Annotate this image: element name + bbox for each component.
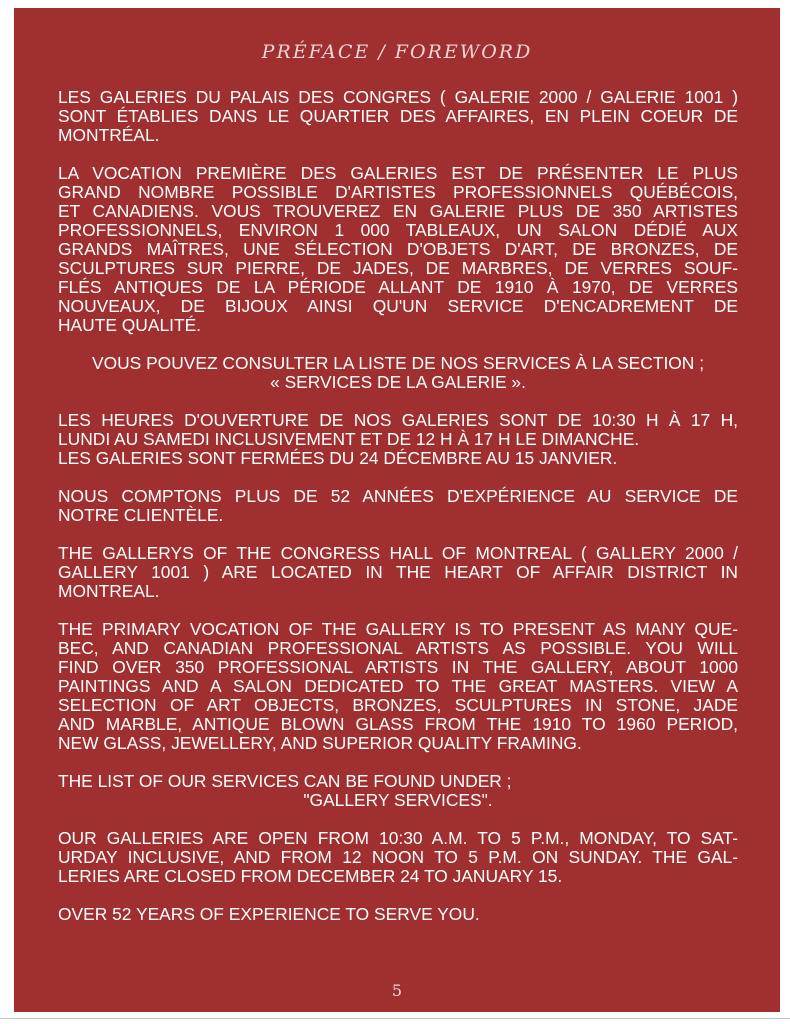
text-line: LES GALERIES SONT FERMÉES DU 24 DÉCEMBRE AU 15 JANVIER. (58, 448, 618, 468)
text-line: THE PRIMARY VOCATION OF THE GALLERY IS TO PRESENT AS MANY QUE- (58, 619, 738, 639)
text-line: PAINTINGS AND A SALON DEDICATED TO THE GREAT MASTERS. VIEW A (58, 676, 738, 696)
page-number: 5 (391, 981, 403, 1000)
paragraph-services-fr (58, 354, 738, 392)
text-line: NOTRE CLIENTÈLE. (58, 505, 224, 525)
text-line: SONT ÉTABLIES DANS LE QUARTIER DES AFFAIRES, EN PLEIN COEUR DE (58, 106, 738, 126)
text-line: SELECTION OF ART OBJECTS, BRONZES, SCULPTURES IN STONE, JADE (58, 695, 738, 715)
text-line: THE GALLERYS OF THE CONGRESS HALL OF MONTREAL ( GALLERY 2000 / (58, 543, 738, 563)
text-line: ET CANADIENS. VOUS TROUVEREZ EN GALERIE PLUS DE 350 ARTISTES (58, 201, 738, 221)
paragraph-galleries-en (58, 544, 738, 601)
paragraph-services-en (58, 772, 738, 810)
text-line: LERIES ARE CLOSED FROM DECEMBER 24 TO JANUARY 15. (58, 866, 563, 886)
text-line: LUNDI AU SAMEDI INCLUSIVEMENT ET DE 12 H À 17 H LE DIMANCHE. (58, 429, 640, 449)
text-line: « SERVICES DE LA GALERIE ». (270, 372, 526, 392)
paragraph-experience-fr (58, 487, 738, 525)
paragraph-hours-fr (58, 411, 738, 468)
text-line: MONTRÉAL. (58, 125, 160, 145)
text-line: PROFESSIONNELS, ENVIRON 1 000 TABLEAUX, UN SALON DÉDIÉ AUX (58, 220, 738, 240)
text-line: GRANDS MAÎTRES, UNE SÉLECTION D'OBJETS D'ART, DE BRONZES, DE (58, 239, 738, 259)
text-line: URDAY INCLUSIVE, AND FROM 12 NOON TO 5 P.M. ON SUNDAY. THE GAL- (58, 847, 738, 867)
text-line: BEC, AND CANADIAN PROFESSIONAL ARTISTS AS POSSIBLE. YOU WILL (58, 638, 738, 658)
text-line: VOUS POUVEZ CONSULTER LA LISTE DE NOS SERVICES À LA SECTION ; (91, 353, 705, 373)
text-line: SCULPTURES SUR PIERRE, DE JADES, DE MARBRES, DE VERRES SOUF- (58, 258, 738, 278)
text-line: FIND OVER 350 PROFESSIONAL ARTISTS IN THE GALLERY, ABOUT 1000 (58, 657, 738, 677)
text-line: "GALLERY SERVICES". (303, 790, 493, 810)
text-line: GALLERY 1001 ) ARE LOCATED IN THE HEART OF AFFAIR DISTRICT IN (58, 562, 738, 582)
paragraph-galleries-fr (58, 88, 738, 145)
paragraph-vocation-fr (58, 164, 738, 335)
text-line: MONTREAL. (58, 581, 160, 601)
paragraph-vocation-en (58, 620, 738, 753)
text-line: OUR GALLERIES ARE OPEN FROM 10:30 A.M. TO 5 P.M., MONDAY, TO SAT- (58, 828, 738, 848)
text-line: NOUVEAUX, DE BIJOUX AINSI QU'UN SERVICE D'ENCADREMENT DE (58, 296, 738, 316)
text-line: NOUS COMPTONS PLUS DE 52 ANNÉES D'EXPÉRIENCE AU SERVICE DE (58, 486, 738, 506)
document-page (14, 8, 780, 1012)
paragraph-hours-en (58, 829, 738, 886)
body-text (58, 88, 738, 943)
text-line: THE LIST OF OUR SERVICES CAN BE FOUND UNDER ; (58, 771, 512, 791)
scan-edge-divider (0, 1018, 790, 1019)
text-line: NEW GLASS, JEWELLERY, AND SUPERIOR QUALITY FRAMING. (58, 733, 582, 753)
text-line: LA VOCATION PREMIÈRE DES GALERIES EST DE PRÉSENTER LE PLUS (58, 163, 738, 183)
text-line: GRAND NOMBRE POSSIBLE D'ARTISTES PROFESSIONNELS QUÉBÉCOIS, (58, 182, 738, 202)
text-line: AND MARBLE, ANTIQUE BLOWN GLASS FROM THE 1910 TO 1960 PERIOD, (58, 714, 738, 734)
text-line: OVER 52 YEARS OF EXPERIENCE TO SERVE YOU. (58, 904, 480, 924)
text-line: LES GALERIES DU PALAIS DES CONGRES ( GALERIE 2000 / GALERIE 1001 ) (58, 87, 738, 107)
page-title: PRÉFACE / FOREWORD (261, 41, 533, 63)
text-line: FLÉS ANTIQUES DE LA PÉRIODE ALLANT DE 1910 À 1970, DE VERRES (58, 277, 738, 297)
text-line: LES HEURES D'OUVERTURE DE NOS GALERIES SONT DE 10:30 H À 17 H, (58, 410, 738, 430)
text-line: HAUTE QUALITÉ. (58, 315, 202, 335)
paragraph-experience-en (58, 905, 738, 924)
